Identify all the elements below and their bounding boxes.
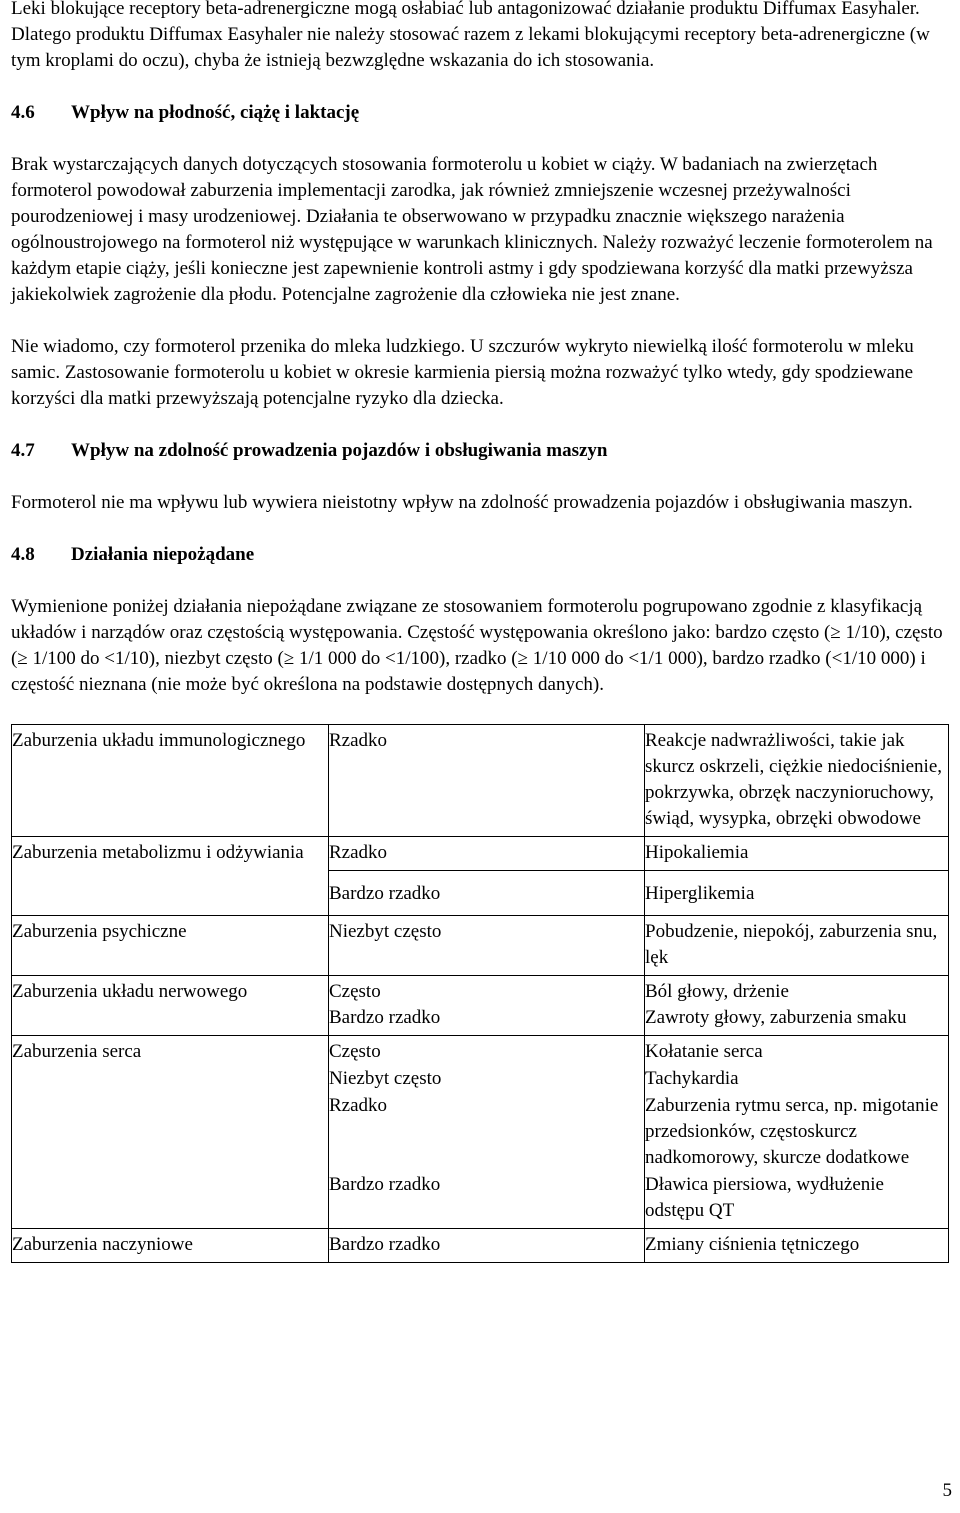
section-4-8-title: Działania niepożądane (71, 544, 255, 565)
frequency-cell: Często (329, 1041, 381, 1062)
reaction-cell: Zaburzenia rytmu serca, np. migotanie przedsionków, częstoskurcz nadkomorowy, skurcze dodatkowe (645, 1095, 939, 1168)
frequency-cell: Bardzo rzadko (329, 1007, 441, 1028)
frequency-cell: Często (329, 981, 381, 1002)
frequency-cell: Bardzo rzadko (329, 883, 441, 904)
reaction-cell: Hipokaliemia (645, 842, 749, 863)
table-row (12, 976, 949, 1006)
table-row (12, 916, 949, 976)
reaction-cell: Hiperglikemia (645, 883, 755, 904)
table-row (12, 837, 949, 871)
section-4-6-paragraph-1: Brak wystarczających danych dotyczących stosowania formoterolu u kobiet w ciąży. W badaniach na zwierzętach formoterol powodował zaburzenia implementacji zarodka, jak również zmniejszenie wczesnej przeżywalności pourodzeniowej i masy urodzeniowej. Działania te obserwowano w przypadku znacznie większego narażenia ogólnoustrojowego na formoterol niż występujące w warunkach klinicznych. Należy rozważyć leczenie formoterolem na każdym etapie ciąży, jeśli konieczne jest zapewnienie kontroli astmy i gdy spodziewana korzyść dla matki przewyższa jakiekolwiek zagrożenie dla płodu. Potencjalne zagrożenie dla człowieka nie jest znane. (11, 154, 933, 305)
table-row (12, 1036, 949, 1066)
organ-class-cell: Zaburzenia psychiczne (12, 921, 187, 942)
table-row (12, 725, 949, 837)
section-4-7-number: 4.7 (11, 440, 35, 461)
frequency-cell: Bardzo rzadko (329, 1174, 441, 1195)
section-4-7-paragraph: Formoterol nie ma wpływu lub wywiera nieistotny wpływ na zdolność prowadzenia pojazdów i obsługiwania maszyn. (11, 492, 913, 513)
section-4-6-title: Wpływ na płodność, ciążę i laktację (71, 102, 360, 123)
section-4-8-heading (11, 542, 949, 568)
section-4-7-title: Wpływ na zdolność prowadzenia pojazdów i obsługiwania maszyn (71, 440, 608, 461)
organ-class-cell: Zaburzenia układu nerwowego (12, 981, 248, 1002)
page-number: 5 (942, 1480, 952, 1501)
reaction-cell: Pobudzenie, niepokój, zaburzenia snu, lęk (645, 921, 938, 968)
frequency-cell: Rzadko (329, 730, 388, 751)
frequency-cell: Niezbyt często (329, 921, 442, 942)
section-4-6-heading (11, 100, 949, 126)
reaction-cell: Tachykardia (645, 1068, 739, 1089)
reaction-cell: Kołatanie serca (645, 1041, 763, 1062)
reaction-cell: Zawroty głowy, zaburzenia smaku (645, 1007, 907, 1028)
section-4-8-paragraph: Wymienione poniżej działania niepożądane związane ze stosowaniem formoterolu pogrupowano zgodnie z klasyfikacją układów i narządów oraz częstością występowania. Częstość występowania określono jako: bardzo często (≥ 1/10), często (≥ 1/100 do <1/10), niezbyt często (≥ 1/1 000 do <1/100), rzadko (≥ 1/10 000 do <1/1 000), bardzo rzadko (<1/10 000) i częstość nieznana (nie może być określona na podstawie dostępnych danych). (11, 596, 943, 695)
frequency-cell: Niezbyt często (329, 1068, 442, 1089)
reaction-cell: Reakcje nadwrażliwości, takie jak skurcz oskrzeli, ciężkie niedociśnienie, pokrzywka, obrzęk naczynioruchowy, świąd, wysypka, obrzęki obwodowe (645, 730, 943, 829)
organ-class-cell: Zaburzenia serca (12, 1041, 142, 1062)
organ-class-cell: Zaburzenia metabolizmu i odżywiania (12, 842, 304, 863)
adverse-reactions-table (11, 724, 949, 1263)
organ-class-cell: Zaburzenia układu immunologicznego (12, 730, 306, 751)
reaction-cell: Ból głowy, drżenie (645, 981, 789, 1002)
intro-paragraph: Leki blokujące receptory beta-adrenergiczne mogą osłabiać lub antagonizować działanie produktu Diffumax Easyhaler. Dlatego produktu Diffumax Easyhaler nie należy stosować razem z lekami blokującymi receptory beta-adrenergiczne (w tym kroplami do oczu), chyba że istnieją bezwzględne wskazania do ich stosowania. (11, 0, 930, 71)
frequency-cell: Rzadko (329, 842, 388, 863)
document-page (11, 0, 949, 1263)
reaction-cell: Dławica piersiowa, wydłużenie odstępu QT (645, 1174, 884, 1221)
section-4-7-heading (11, 438, 949, 464)
section-4-6-paragraph-2: Nie wiadomo, czy formoterol przenika do mleka ludzkiego. U szczurów wykryto niewielką ilość formoterolu w mleku samic. Zastosowanie formoterolu u kobiet w okresie karmienia piersią można rozważyć tylko wtedy, gdy spodziewane korzyści dla matki przewyższają potencjalne ryzyko dla dziecka. (11, 336, 914, 409)
organ-class-cell: Zaburzenia naczyniowe (12, 1234, 193, 1255)
frequency-cell: Bardzo rzadko (329, 1234, 441, 1255)
table-row (12, 1229, 949, 1263)
frequency-cell: Rzadko (329, 1095, 388, 1116)
section-4-8-number: 4.8 (11, 544, 35, 565)
reaction-cell: Zmiany ciśnienia tętniczego (645, 1234, 860, 1255)
section-4-6-number: 4.6 (11, 102, 35, 123)
